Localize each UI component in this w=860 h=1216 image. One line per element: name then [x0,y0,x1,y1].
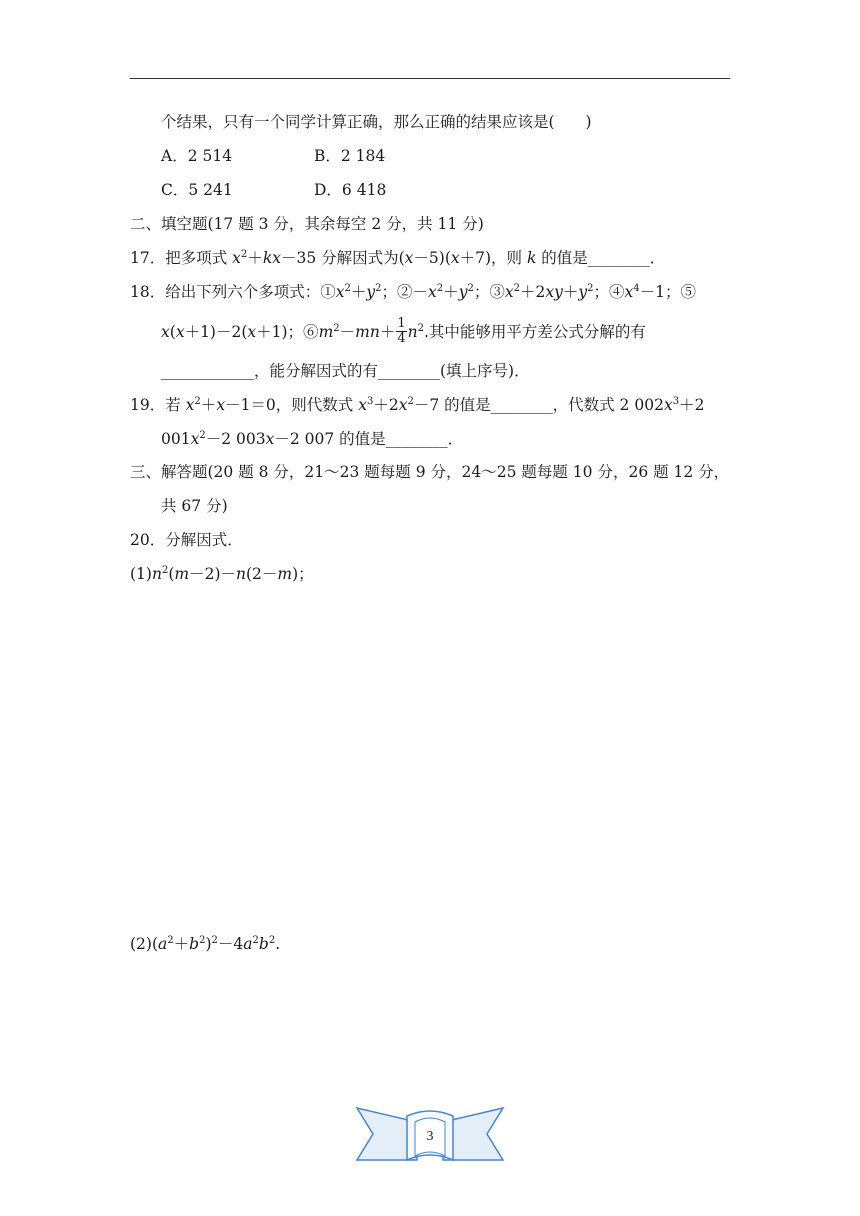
fraction-one-quarter: $\frac{1}{4}$ [397,315,406,346]
section2-heading: 二、填空题(17 题 3 分，其余每空 2 分，共 11 分) [130,215,484,233]
q20-title-text: 分解因式． [165,531,243,549]
q17-number: 17． [130,249,166,267]
section3-heading-line-2: 共 67 分) [161,497,228,515]
q20-title [130,530,243,550]
q16-option-c: C．5 241 [161,181,233,199]
q20-part-1: $(1)n^2(m-2)-n(2-m)$； [130,565,314,583]
q20-part-2: $(2)(a^2+b^2)^2-4a^2b^2$. [130,935,281,953]
q16-option-a: A．2 514 [161,147,233,165]
q19-number: 19． [130,396,166,414]
section3-heading-line-1: 三、解答题(20 题 8 分，21～23 题每题 9 分，24～25 题每题 10 分，26 题 12 分， [130,463,730,481]
q19-line-1: 19．若 $x^2+x-1=0$，则代数式 $x^3+2x^2-7$ 的值是________，代数式 2 $002x^3+2$ [130,396,705,414]
q18-line-1: 18．给出下列六个多项式：$①x^2+y^2$；$②-x^2+y^2$；$③x^2+2xy+y^2$；$④x^4-1$；⑤ [130,283,697,301]
q18-line-2: x(x＋1)－2(x＋1)；$⑥m^2-mn+$ $\frac{1}{4}$ $n^2$.其中能够用平方差公式分解的有 [161,315,646,346]
q19-line-2: $001x^2-2$ 003x－2 007 的值是________． [161,430,464,448]
header-rule [130,78,730,79]
q18-number: 18． [130,283,166,301]
page-number-ribbon [355,1100,505,1168]
q17: 17．把多项式 $x^2+kx-35$ 分解因式为(x－5)(x＋7)，则 k 的值是________． [130,249,666,267]
q16-option-b: B．2 184 [314,147,386,165]
page-number: 3 [426,1129,434,1144]
q16-options-row-1 [161,146,385,166]
q16-options-row-2 [161,180,386,200]
q16-continuation: 个结果，只有一个同学计算正确，那么正确的结果应该是( ) [161,113,592,131]
q20-number: 20． [130,531,166,549]
q18-line-3: ____________，能分解因式的有________(填上序号)． [161,362,530,380]
q16-option-d: D．6 418 [314,181,387,199]
